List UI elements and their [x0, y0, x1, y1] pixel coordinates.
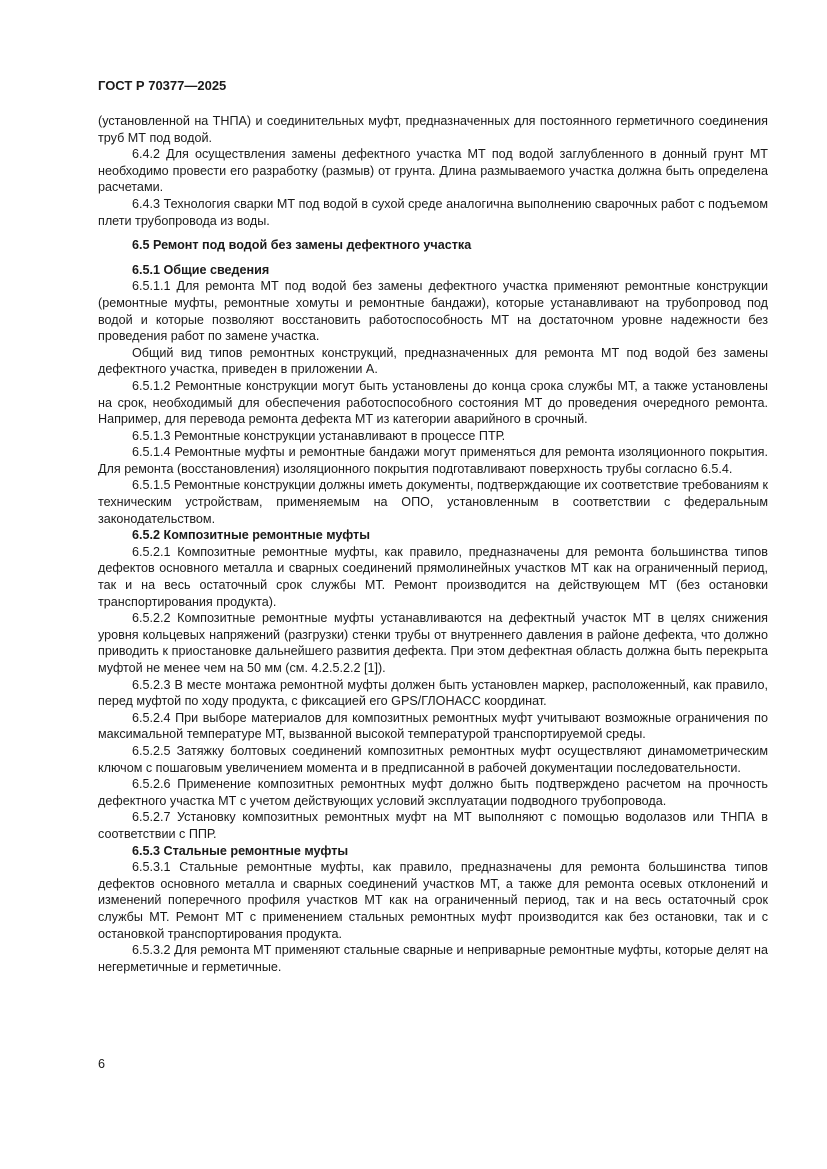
paragraph-6-5-1-3: 6.5.1.3 Ремонтные конструкции устанавливают в процессе ПТР. [132, 428, 506, 443]
paragraph-6-5-2-7: 6.5.2.7 Установку композитных ремонтных муфт на МТ выполняют с помощью водолазов или ТНПА в соответствии с ППР. [98, 810, 768, 841]
paragraph-6-4-2: 6.4.2 Для осуществления замены дефектного участка МТ под водой заглубленного в донный грунт МТ необходимо провести его разработку (размыв) от грунта. Длина размываемого участка должна быть определена расчетами. [98, 147, 768, 195]
paragraph-6-5-3-2: 6.5.3.2 Для ремонта МТ применяют стальные сварные и неприварные ремонтные муфты, которые делят на негерметичные и герметичные. [98, 943, 768, 974]
paragraph-6-5-2-2: 6.5.2.2 Композитные ремонтные муфты устанавливаются на дефектный участок МТ в целях снижения уровня кольцевых напряжений (разгрузки) стенки трубы от внутреннего давления в районе дефекта, что должно приводить к приостановке дальнейшего развития дефекта. При этом дефектная область должна быть перекрыта муфтой не менее чем на 50 мм (см. 4.2.5.2.2 [1]). [98, 611, 768, 675]
paragraph-6-5-2-3: 6.5.2.3 В месте монтажа ремонтной муфты должен быть установлен маркер, расположенный, как правило, перед муфтой по ходу продукта, с фиксацией его GPS/ГЛОНАСС координат. [98, 677, 768, 709]
paragraph-6-4-3: 6.4.3 Технология сварки МТ под водой в сухой среде аналогична выполнению сварочных работ с подъемом плети трубопровода из воды. [98, 196, 768, 228]
paragraph-6-5-3-1: 6.5.3.1 Стальные ремонтные муфты, как правило, предназначены для ремонта большинства типов дефектов основного металла и сварных соединений участков МТ, а также для ремонта осевых отклонений и изменений поперечного профиля участков МТ как на ограниченный период, так и на весь остаточный срок службы МТ. Ремонт МТ с применением стальных ремонтных муфт производится как без остановки, так и с остановкой транспортирования продукта. [98, 860, 768, 941]
paragraph-6-5-1-2: 6.5.1.2 Ремонтные конструкции могут быть установлены до конца срока службы МТ, а также установлены на срок, необходимый для обеспечения работоспособного состояния МТ до проведения очередного ремонта. Например, для перевода ремонта дефекта МТ из категории аварийного в срочный. [98, 378, 768, 427]
paragraph-6-5-1-5: 6.5.1.5 Ремонтные конструкции должны иметь документы, подтверждающие их соответствие требованиям к техническим устройствам, применяемым на ОПО, установленным в соответствии с федеральным законодательством. [98, 478, 768, 526]
paragraph-6-5-2-5: 6.5.2.5 Затяжку болтовых соединений композитных ремонтных муфт осуществляют динамометрическим ключом с пошаговым увеличением момента и в предписанной в рабочей документации последовательности. [98, 743, 768, 775]
paragraph-general-view: Общий вид типов ремонтных конструкций, предназначенных для ремонта МТ под водой без замены дефектного участка, приведен в приложении А. [98, 345, 768, 377]
section-title-6-5: 6.5 Ремонт под водой без замены дефектного участка [132, 238, 472, 253]
paragraph-6-5-2-6: 6.5.2.6 Применение композитных ремонтных муфт должно быть подтверждено расчетом на прочность дефектного участка МТ с учетом действующих условий эксплуатации подводного трубопровода. [98, 777, 768, 808]
paragraph-continuation: (установленной на ТНПА) и соединительных муфт, предназначенных для постоянного герметичного соединения труб МТ под водой. [98, 114, 768, 145]
document-header: ГОСТ Р 70377—2025 [98, 78, 227, 93]
paragraph-6-5-1-1: 6.5.1.1 Для ремонта МТ под водой без замены дефектного участка применяют ремонтные конструкции (ремонтные муфты, ремонтные хомуты и ремонтные бандажи), которые устанавливают на трубопровод под водой и которые позволяют восстановить работоспособность МТ на достаточном уровне надежности без проведения работ по замене участка. [98, 279, 768, 344]
subsection-title-6-5-2: 6.5.2 Композитные ремонтные муфты [132, 528, 370, 543]
subsection-title-6-5-1: 6.5.1 Общие сведения [132, 262, 270, 277]
page-number: 6 [98, 1057, 106, 1071]
paragraph-6-5-2-1: 6.5.2.1 Композитные ремонтные муфты, как правило, предназначены для ремонта большинства типов дефектов основного металла и сварных соединений прямолинейных участков МТ как на ограниченный период, так и на весь остаточный срок службы МТ. Ремонт производится на действующем МТ (без остановки транспортирования продукта). [98, 544, 768, 609]
document-body [98, 113, 768, 975]
paragraph-6-5-2-4: 6.5.2.4 При выборе материалов для композитных ремонтных муфт учитывают возможные ограничения по максимальной температуре МТ, вызванной высокой температурой транспортируемой среды. [98, 710, 768, 742]
paragraph-6-5-1-4: 6.5.1.4 Ремонтные муфты и ремонтные бандажи могут применяться для ремонта изоляционного покрытия. Для ремонта (восстановления) изоляционного покрытия подготавливают поверхность трубы согласно 6.5.4. [98, 445, 768, 476]
subsection-title-6-5-3: 6.5.3 Стальные ремонтные муфты [132, 843, 349, 858]
